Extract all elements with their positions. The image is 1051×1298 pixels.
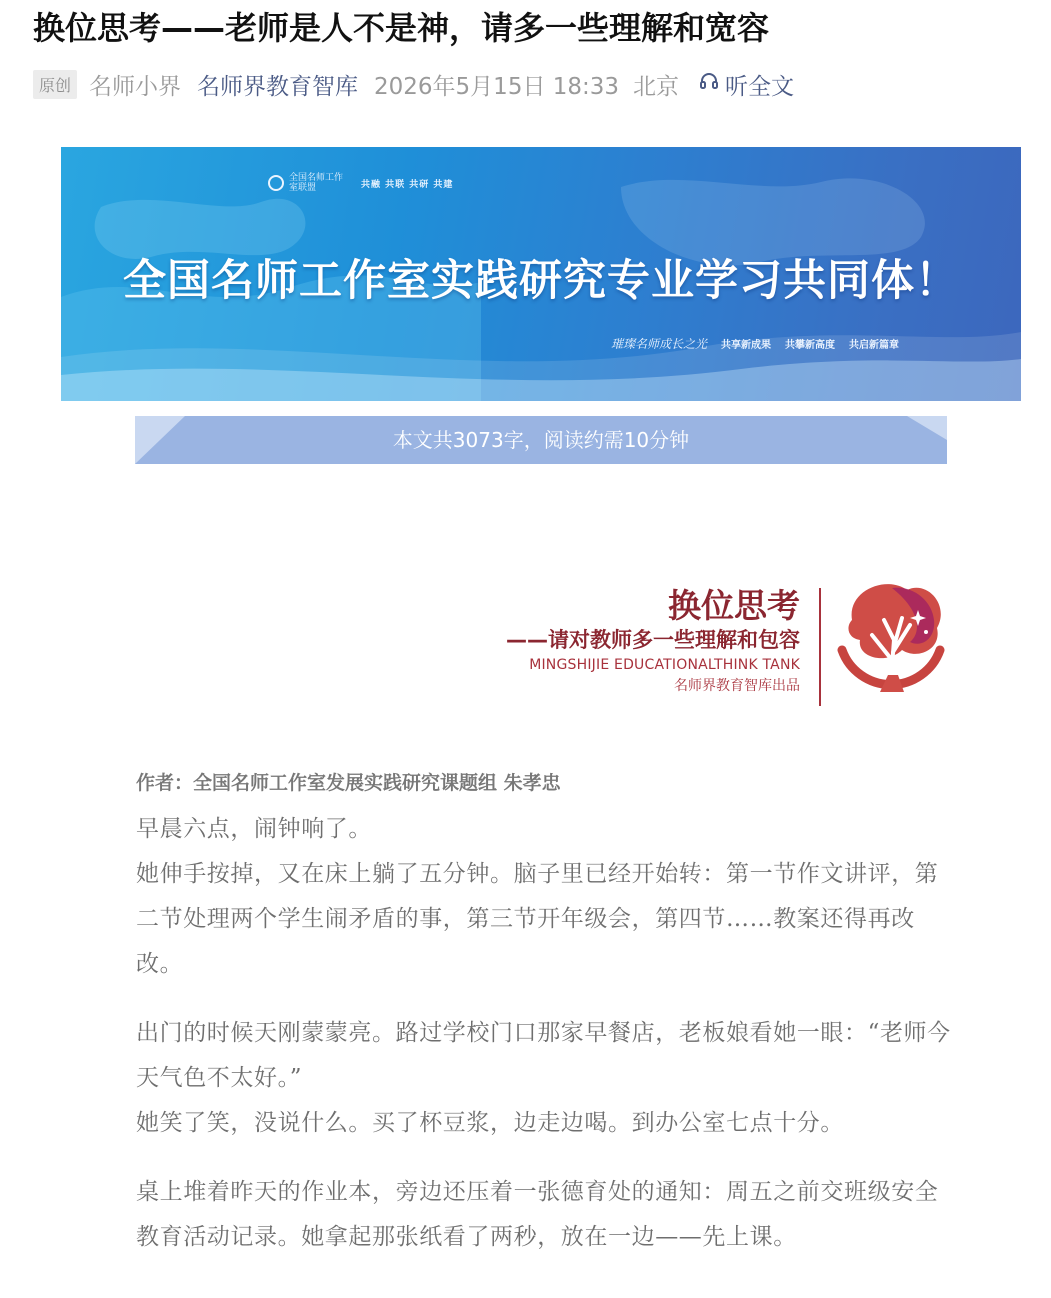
article-author-line: 作者：全国名师工作室发展实践研究课题组 朱孝忠 — [136, 772, 561, 794]
banner-org-name: 全国名师工作室联盟 — [289, 173, 344, 193]
author-name: 名师小界 — [89, 73, 182, 100]
banner-signature: 璀璨名师成长之光 — [611, 337, 708, 351]
brand-text — [506, 586, 800, 696]
banner-tag: 共启新篇章 — [849, 340, 900, 351]
org-logo-icon — [268, 175, 284, 191]
publish-datetime: 2026年5月15日 18:33 — [374, 73, 620, 100]
reading-time-text: 本文共3073字，阅读约需10分钟 — [392, 428, 690, 452]
article-paragraph: 她伸手按掉，又在床上躺了五分钟。脑子里已经开始转：第一节作文讲评，第二节处理两个学生闹矛盾的事，第三节开年级会，第四节……教案还得再改改。 — [136, 861, 939, 977]
article-paragraph: 出门的时候天刚蒙蒙亮。路过学校门口那家早餐店，老板娘看她一眼：“老师今天气色不太好。” — [136, 1020, 951, 1091]
brand-title: 换位思考 — [668, 586, 800, 625]
brand-divider — [819, 588, 821, 706]
article-body — [136, 765, 951, 1260]
listen-button[interactable] — [699, 68, 794, 101]
brand-english-name: MINGSHIJIE EDUCATIONALTHINK TANK — [529, 657, 800, 673]
banner-top-logo — [268, 173, 453, 193]
listen-label: 听全文 — [725, 73, 795, 100]
account-link[interactable]: 名师界教育智库 — [197, 73, 359, 100]
article-title: 换位思考——老师是人不是神，请多一些理解和宽容 — [33, 9, 770, 47]
tree-emblem-icon — [832, 580, 952, 715]
header-banner-image — [61, 147, 1021, 401]
paragraph-gap — [136, 1146, 951, 1170]
article-paragraph: 早晨六点，闹钟响了。 — [136, 816, 372, 842]
brand-subtitle: ——请对教师多一些理解和包容 — [506, 628, 800, 652]
banner-bottom-tags — [611, 335, 913, 352]
banner-tag: 共攀新高度 — [785, 340, 836, 351]
banner-headline: 全国名师工作室实践研究专业学习共同体！ — [123, 256, 959, 306]
paragraph-gap — [136, 987, 951, 1011]
column-brand-header — [430, 580, 950, 715]
article-paragraph: 她笑了笑，没说什么。买了杯豆浆，边走边喝。到办公室七点十分。 — [136, 1110, 844, 1136]
article-meta — [33, 66, 794, 102]
original-badge: 原创 — [33, 70, 77, 99]
banner-tag: 共享新成果 — [721, 340, 772, 351]
brand-publisher: 名师界教育智库出品 — [674, 678, 800, 694]
banner-slogan: 共融 共联 共研 共建 — [361, 179, 454, 190]
headphones-icon — [699, 71, 725, 97]
reading-time-bar — [135, 416, 947, 464]
publish-location: 北京 — [633, 73, 680, 100]
article-paragraph: 桌上堆着昨天的作业本，旁边还压着一张德育处的通知：周五之前交班级安全教育活动记录。她拿起那张纸看了两秒，放在一边——先上课。 — [136, 1179, 939, 1250]
